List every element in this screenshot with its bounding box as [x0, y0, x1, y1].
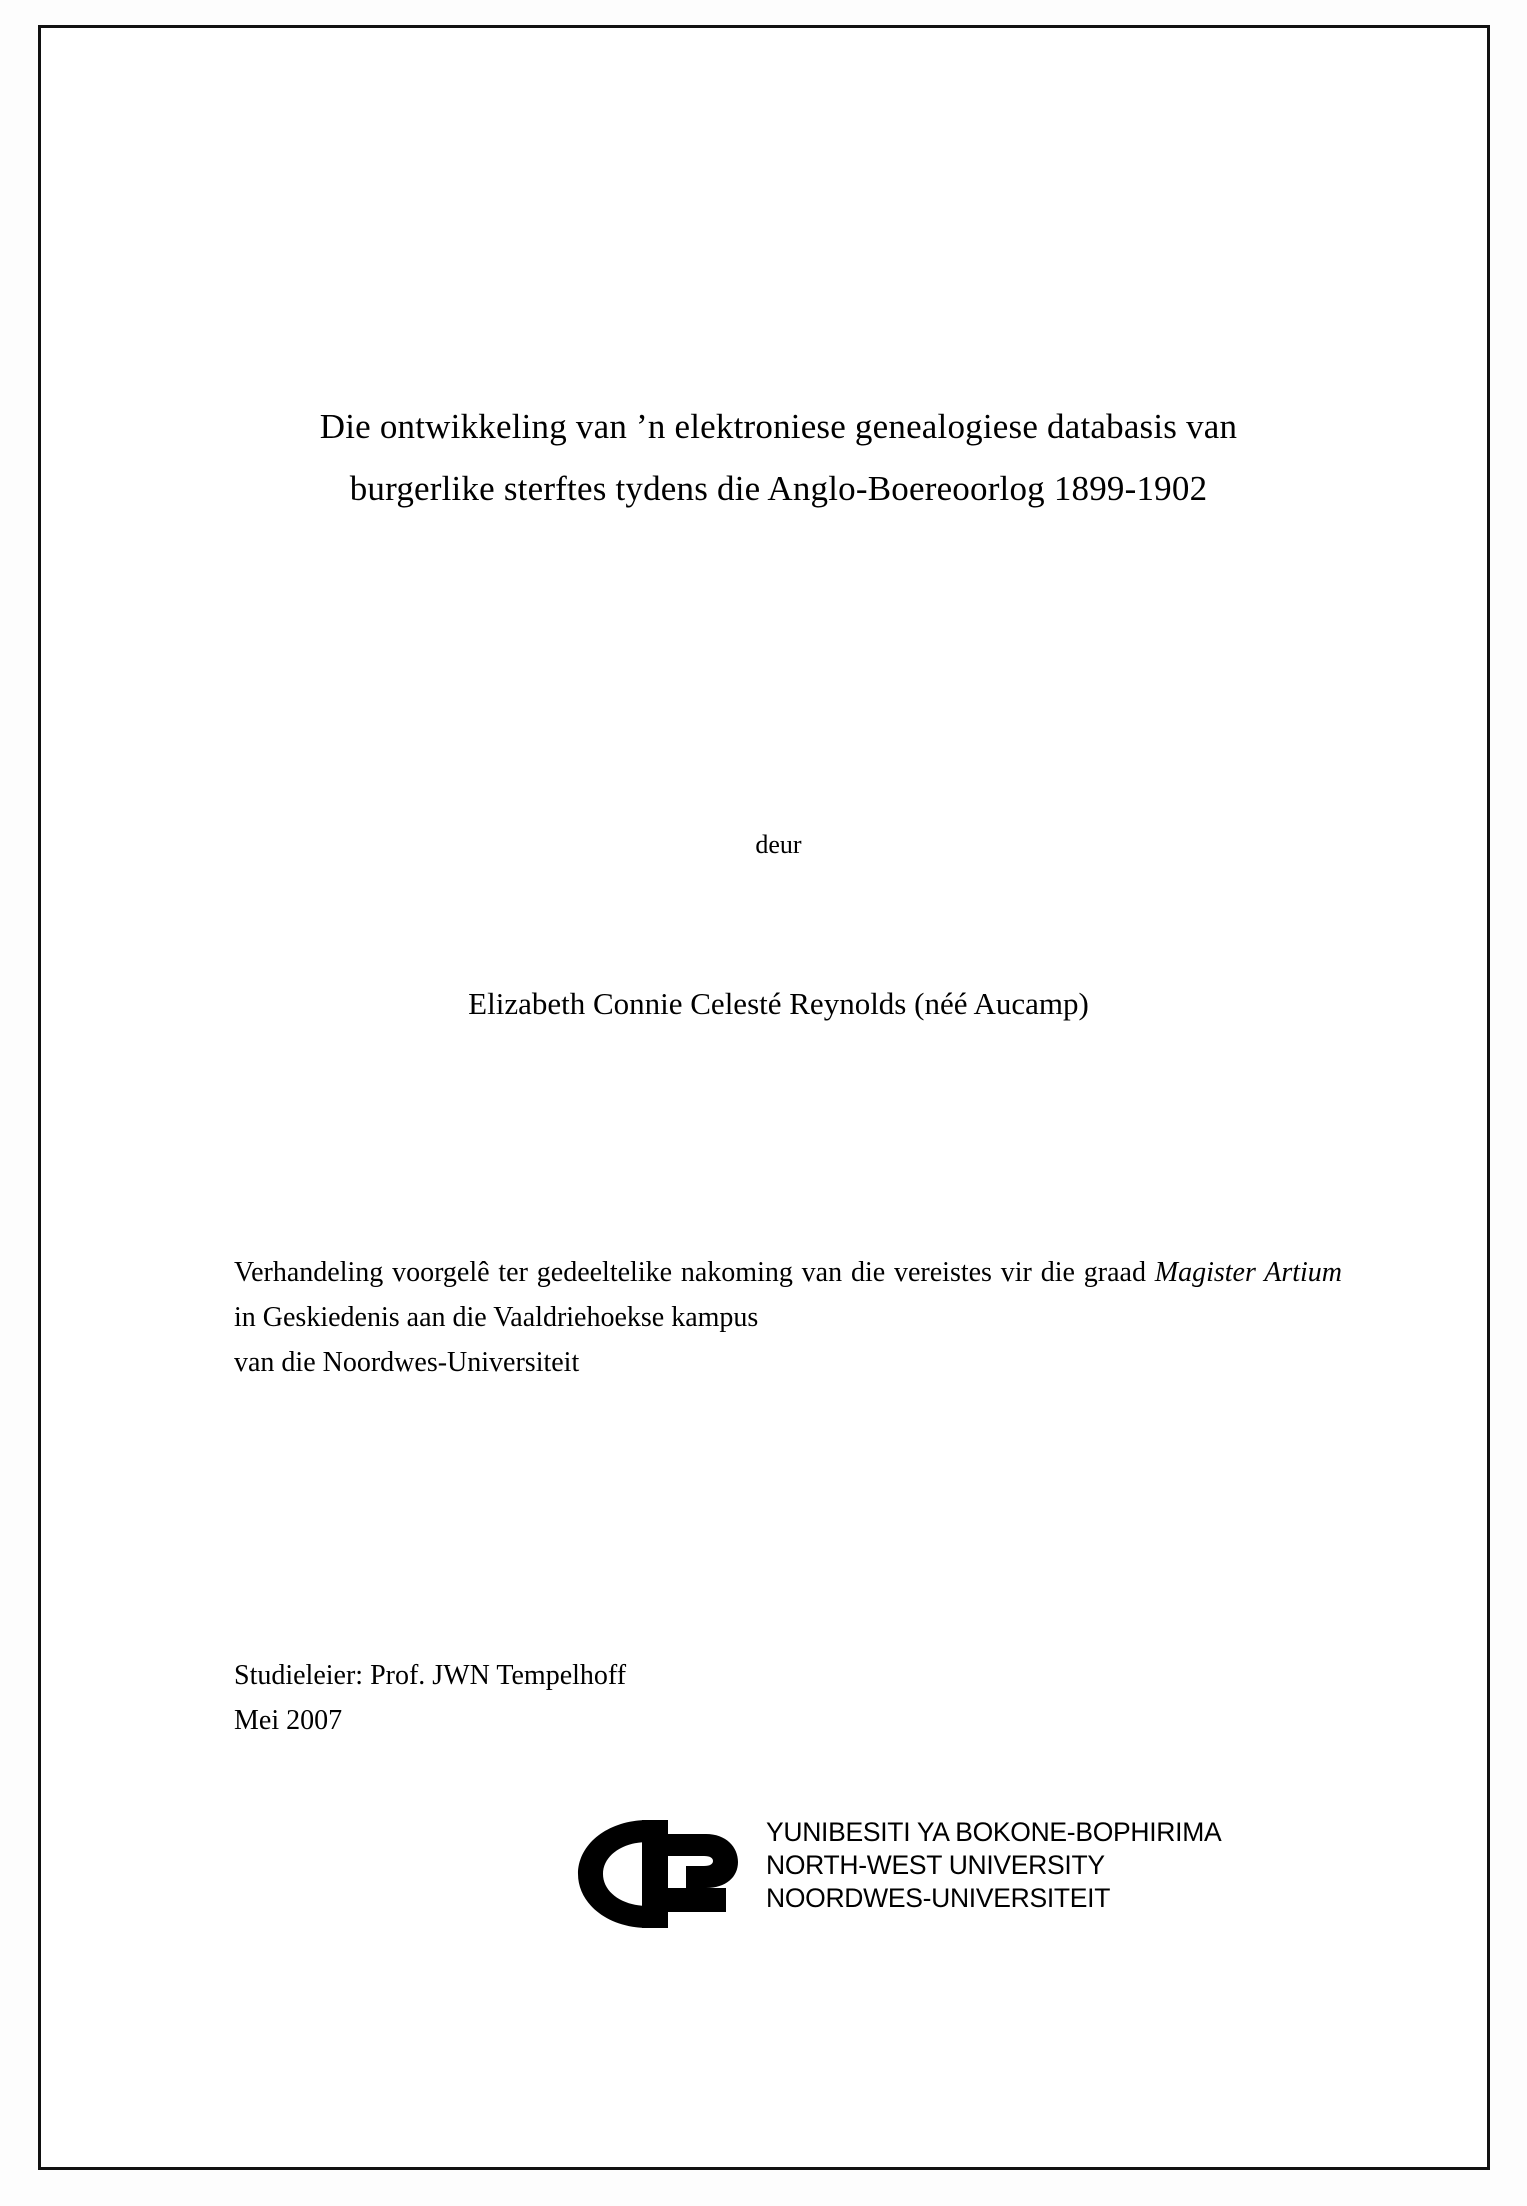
author-name: Elizabeth Connie Celesté Reynolds (néé Aucamp) — [468, 986, 1089, 1021]
page-title — [226, 396, 1331, 520]
logo-line-1: YUNIBESITI YA BOKONE-BOPHIRIMA — [766, 1817, 1222, 1847]
by-label: deur — [755, 830, 802, 859]
logo-line-3: NOORDWES-UNIVERSITEIT — [766, 1883, 1111, 1913]
title-line-2: burgerlike sterftes tydens die Anglo-Boereoorlog 1899-1902 — [349, 469, 1208, 508]
page-border-frame — [38, 25, 1490, 2170]
title-line-1: Die ontwikkeling van ’n elektroniese genealogiese databasis van — [319, 407, 1238, 446]
university-logo-text — [766, 1816, 1221, 1915]
nwu-logo-icon — [556, 1814, 746, 1932]
degree-statement — [234, 1250, 1342, 1385]
statement-part-1: Verhandeling voorgelê ter gedeeltelike nakoming van die vereistes vir die graad — [234, 1257, 1155, 1288]
degree-name: Magister Artium — [1154, 1257, 1342, 1288]
date-line: Mei 2007 — [234, 1705, 343, 1736]
page-content — [186, 28, 1366, 2167]
supervisor-line: Studieleier: Prof. JWN Tempelhoff — [234, 1660, 627, 1691]
statement-part-2: in Geskiedenis aan die Vaaldriehoekse kampus — [234, 1302, 759, 1333]
logo-line-2: NORTH-WEST UNIVERSITY — [766, 1850, 1105, 1880]
university-logo — [516, 1810, 1276, 1940]
statement-part-3: van die Noordwes-Universiteit — [234, 1347, 580, 1378]
supervisor-block — [234, 1653, 1234, 1743]
